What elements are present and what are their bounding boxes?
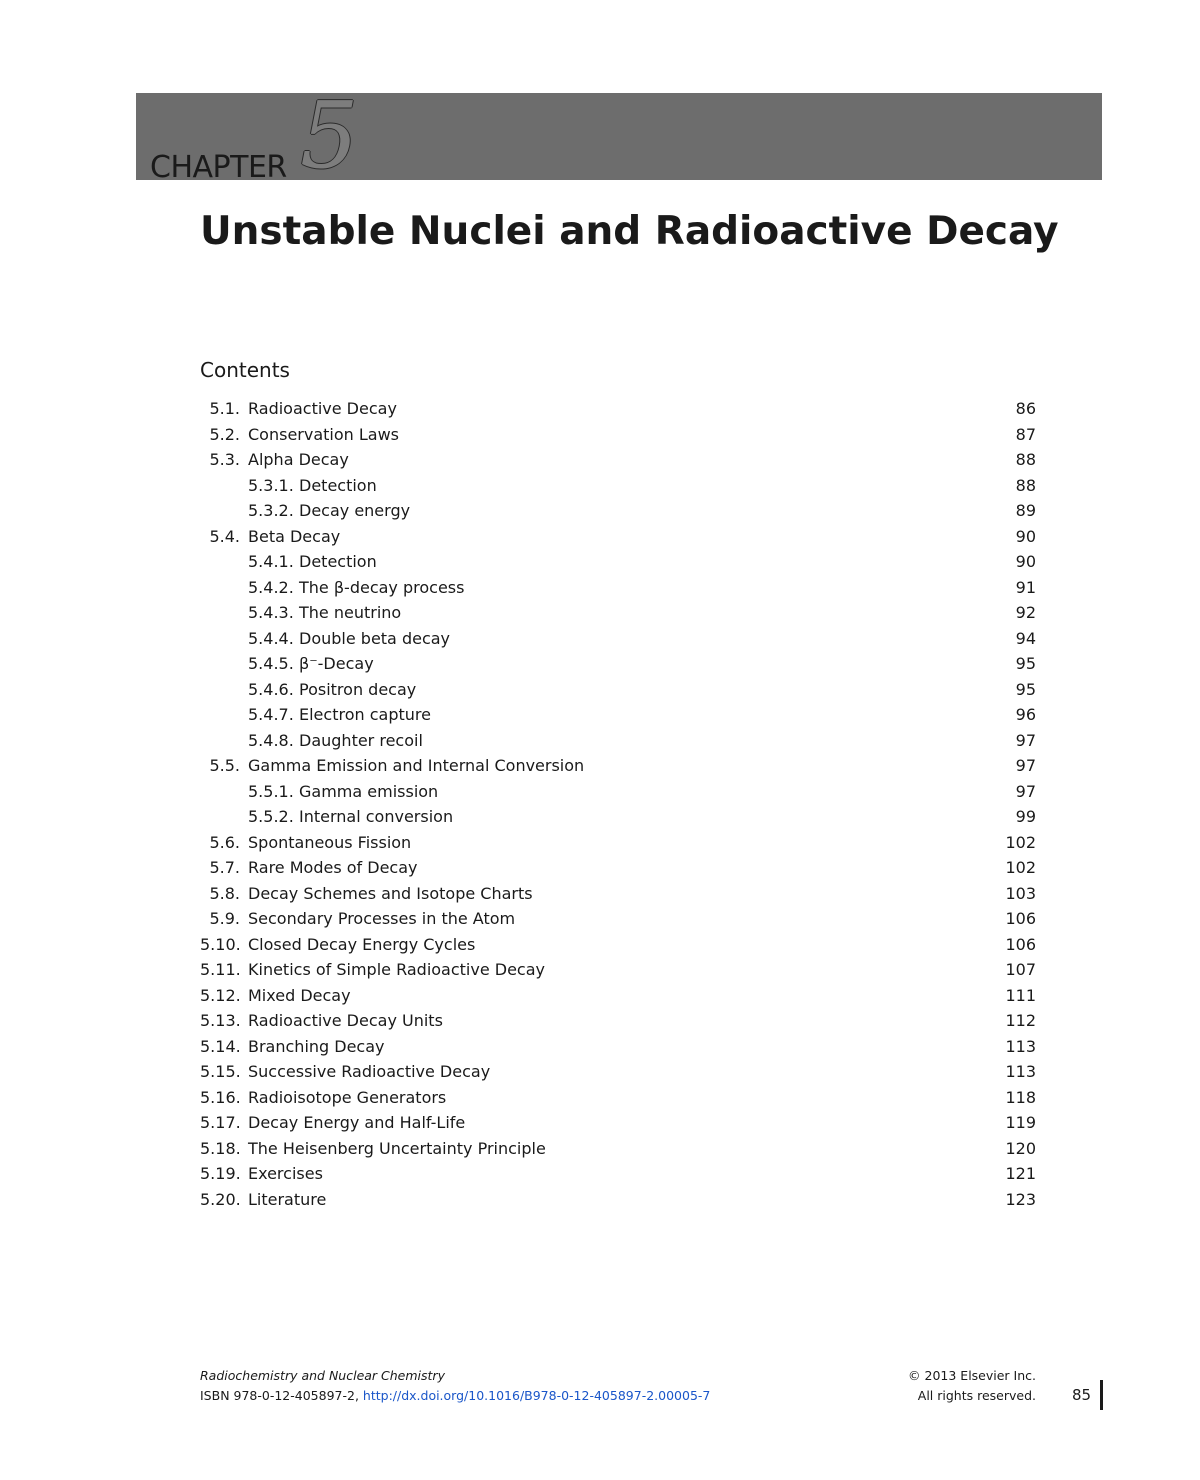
toc-entry-number: 5.10. <box>200 934 241 954</box>
toc-entry-title: Spontaneous Fission <box>248 832 412 852</box>
toc-entry-number: 5.19. <box>200 1164 241 1183</box>
toc-entry-title: Conservation Laws <box>248 424 400 444</box>
toc-entry[interactable] <box>200 549 1040 575</box>
footer-copyright <box>908 1366 1036 1406</box>
toc-entry-number: 5.4.6. <box>248 679 294 699</box>
toc-entry[interactable] <box>200 753 1040 779</box>
toc-entry-title: Closed Decay Energy Cycles <box>248 934 476 954</box>
toc-entry[interactable] <box>200 779 1040 805</box>
toc-entry[interactable] <box>200 524 1040 550</box>
toc-entry[interactable] <box>200 677 1040 703</box>
toc-entry-title: Decay Energy and Half-Life <box>248 1113 466 1132</box>
toc-entry-page: 96 <box>1015 705 1036 724</box>
toc-entry-page: 119 <box>1005 1113 1036 1132</box>
toc-entry[interactable] <box>200 881 1040 907</box>
toc-entry-title: Electron capture <box>299 705 431 724</box>
toc-entry[interactable] <box>200 1187 1040 1213</box>
toc-entry[interactable] <box>200 957 1040 983</box>
toc-entry[interactable] <box>200 1110 1040 1136</box>
toc-entry-number: 5.4.7. <box>248 705 294 724</box>
toc-entry-title: The neutrino <box>299 603 402 622</box>
toc-entry-number: 5.4.3. <box>248 603 294 622</box>
toc-entry[interactable] <box>200 1008 1040 1034</box>
toc-entry[interactable] <box>200 447 1040 473</box>
toc-entry[interactable] <box>200 728 1040 754</box>
toc-entry-number: 5.4.5. <box>248 654 294 673</box>
toc-entry-title: Radioactive Decay Units <box>248 1011 443 1030</box>
isbn-text: ISBN 978-0-12-405897-2, <box>200 1388 363 1403</box>
toc-entry-title: Detection <box>299 475 377 495</box>
toc-entry-page: 92 <box>1015 603 1036 622</box>
toc-entry[interactable] <box>200 651 1040 677</box>
book-title: Radiochemistry and Nuclear Chemistry <box>200 1368 445 1383</box>
toc-entry-page: 106 <box>1005 934 1036 954</box>
toc-entry-title: β⁻-Decay <box>299 654 374 673</box>
toc-entry-number: 5.8. <box>209 883 240 903</box>
toc-entry-number: 5.5.2. <box>248 807 294 826</box>
toc-entry-page: 112 <box>1005 1011 1036 1030</box>
chapter-number: 5 <box>300 82 359 189</box>
toc-entry-number: 5.9. <box>209 909 240 928</box>
toc-entry-number: 5.7. <box>209 858 240 877</box>
toc-entry-number: 5.13. <box>200 1011 241 1030</box>
toc-entry[interactable] <box>200 983 1040 1009</box>
toc-entry[interactable] <box>200 1136 1040 1162</box>
toc-entry[interactable] <box>200 804 1040 830</box>
toc-entry[interactable] <box>200 600 1040 626</box>
toc-entry-page: 99 <box>1015 807 1036 826</box>
toc-entry-page: 91 <box>1015 577 1036 597</box>
toc-entry-page: 102 <box>1005 858 1036 877</box>
toc-entry-page: 95 <box>1015 654 1036 673</box>
toc-entry-title: Radioisotope Generators <box>248 1087 447 1107</box>
toc-entry-title: Successive Radioactive Decay <box>248 1062 491 1081</box>
toc-entry-number: 5.12. <box>200 985 241 1005</box>
toc-entry-title: The β-decay process <box>299 577 465 597</box>
toc-entry-number: 5.2. <box>209 424 240 444</box>
toc-entry-number: 5.4.2. <box>248 577 294 597</box>
toc-entry[interactable] <box>200 473 1040 499</box>
toc-entry-title: Alpha Decay <box>248 450 349 469</box>
toc-entry-page: 97 <box>1015 730 1036 750</box>
toc-entry-number: 5.4. <box>209 526 240 546</box>
toc-entry[interactable] <box>200 855 1040 881</box>
toc-entry-title: Detection <box>299 552 377 571</box>
toc-entry-page: 95 <box>1015 679 1036 699</box>
doi-link[interactable]: http://dx.doi.org/10.1016/B978-0-12-405897-2.00005-7 <box>362 1388 711 1403</box>
rights-text: All rights reserved. <box>917 1388 1036 1403</box>
toc-entry-title: Beta Decay <box>248 526 341 546</box>
toc-entry-page: 111 <box>1005 985 1036 1005</box>
toc-entry-page: 88 <box>1015 450 1036 469</box>
toc-entry-page: 102 <box>1005 832 1036 852</box>
toc-entry-page: 89 <box>1015 501 1036 520</box>
toc-entry-title: Secondary Processes in the Atom <box>248 909 516 928</box>
toc-entry-number: 5.4.4. <box>248 628 294 648</box>
toc-entry-page: 103 <box>1005 883 1036 903</box>
toc-entry-page: 90 <box>1015 526 1036 546</box>
toc-entry-title: Kinetics of Simple Radioactive Decay <box>248 960 545 979</box>
toc-entry[interactable] <box>200 422 1040 448</box>
toc-entry-page: 97 <box>1015 756 1036 775</box>
toc-entry[interactable] <box>200 830 1040 856</box>
toc-entry-title: Radioactive Decay <box>248 399 397 418</box>
toc-entry-title: Literature <box>248 1189 327 1209</box>
toc-entry-title: Decay energy <box>299 501 411 520</box>
contents-heading: Contents <box>200 358 290 382</box>
toc-entry-title: Exercises <box>248 1164 323 1183</box>
table-of-contents <box>200 396 1040 1212</box>
toc-entry[interactable] <box>200 932 1040 958</box>
toc-entry-page: 90 <box>1015 552 1036 571</box>
toc-entry[interactable] <box>200 575 1040 601</box>
page-number-rule <box>1100 1380 1103 1410</box>
toc-entry[interactable] <box>200 1059 1040 1085</box>
toc-entry-page: 86 <box>1015 399 1036 418</box>
toc-entry-page: 123 <box>1005 1189 1036 1209</box>
toc-entry-number: 5.3.2. <box>248 501 294 520</box>
toc-entry[interactable] <box>200 498 1040 524</box>
copyright-text: © 2013 Elsevier Inc. <box>908 1368 1036 1383</box>
toc-entry-page: 120 <box>1005 1138 1036 1158</box>
toc-entry-page: 118 <box>1005 1087 1036 1107</box>
toc-entry-number: 5.16. <box>200 1087 241 1107</box>
toc-entry-page: 107 <box>1005 960 1036 979</box>
toc-entry-title: Branching Decay <box>248 1036 385 1056</box>
toc-entry-page: 106 <box>1005 909 1036 928</box>
toc-entry-title: The Heisenberg Uncertainty Principle <box>248 1138 546 1158</box>
toc-entry-number: 5.1. <box>209 399 240 418</box>
toc-entry-title: Gamma Emission and Internal Conversion <box>248 756 585 775</box>
toc-entry-number: 5.5. <box>209 756 240 775</box>
toc-entry-title: Double beta decay <box>299 628 451 648</box>
toc-entry-number: 5.3.1. <box>248 475 294 495</box>
toc-entry-page: 87 <box>1015 424 1036 444</box>
toc-entry-title: Mixed Decay <box>248 985 351 1005</box>
toc-entry-number: 5.3. <box>209 450 240 469</box>
toc-entry-title: Rare Modes of Decay <box>248 858 418 877</box>
toc-entry-title: Gamma emission <box>299 781 439 801</box>
toc-entry-number: 5.20. <box>200 1189 241 1209</box>
toc-entry-number: 5.5.1. <box>248 781 294 801</box>
chapter-title: Unstable Nuclei and Radioactive Decay <box>200 209 1059 254</box>
toc-entry[interactable] <box>200 1034 1040 1060</box>
toc-entry-page: 97 <box>1015 781 1036 801</box>
toc-entry-page: 121 <box>1005 1164 1036 1183</box>
toc-entry[interactable] <box>200 626 1040 652</box>
toc-entry-number: 5.18. <box>200 1138 241 1158</box>
toc-entry-number: 5.11. <box>200 960 241 979</box>
page-number: 85 <box>1072 1386 1092 1404</box>
toc-entry[interactable] <box>200 1085 1040 1111</box>
toc-entry-title: Internal conversion <box>299 807 454 826</box>
toc-entry-number: 5.14. <box>200 1036 241 1056</box>
toc-entry-page: 88 <box>1015 475 1036 495</box>
toc-entry[interactable] <box>200 1161 1040 1187</box>
toc-entry-number: 5.4.8. <box>248 730 294 750</box>
toc-entry-page: 113 <box>1005 1062 1036 1081</box>
toc-entry-title: Positron decay <box>299 679 417 699</box>
toc-entry-number: 5.17. <box>200 1113 241 1132</box>
toc-entry-page: 94 <box>1015 628 1036 648</box>
toc-entry[interactable] <box>200 396 1040 422</box>
toc-entry-number: 5.6. <box>209 832 240 852</box>
toc-entry-page: 113 <box>1005 1036 1036 1056</box>
toc-entry[interactable] <box>200 906 1040 932</box>
toc-entry-number: 5.4.1. <box>248 552 294 571</box>
toc-entry-number: 5.15. <box>200 1062 241 1081</box>
toc-entry-title: Daughter recoil <box>299 730 423 750</box>
toc-entry[interactable] <box>200 702 1040 728</box>
toc-entry-title: Decay Schemes and Isotope Charts <box>248 883 533 903</box>
footer-citation <box>200 1366 710 1406</box>
chapter-label: CHAPTER <box>150 150 287 185</box>
